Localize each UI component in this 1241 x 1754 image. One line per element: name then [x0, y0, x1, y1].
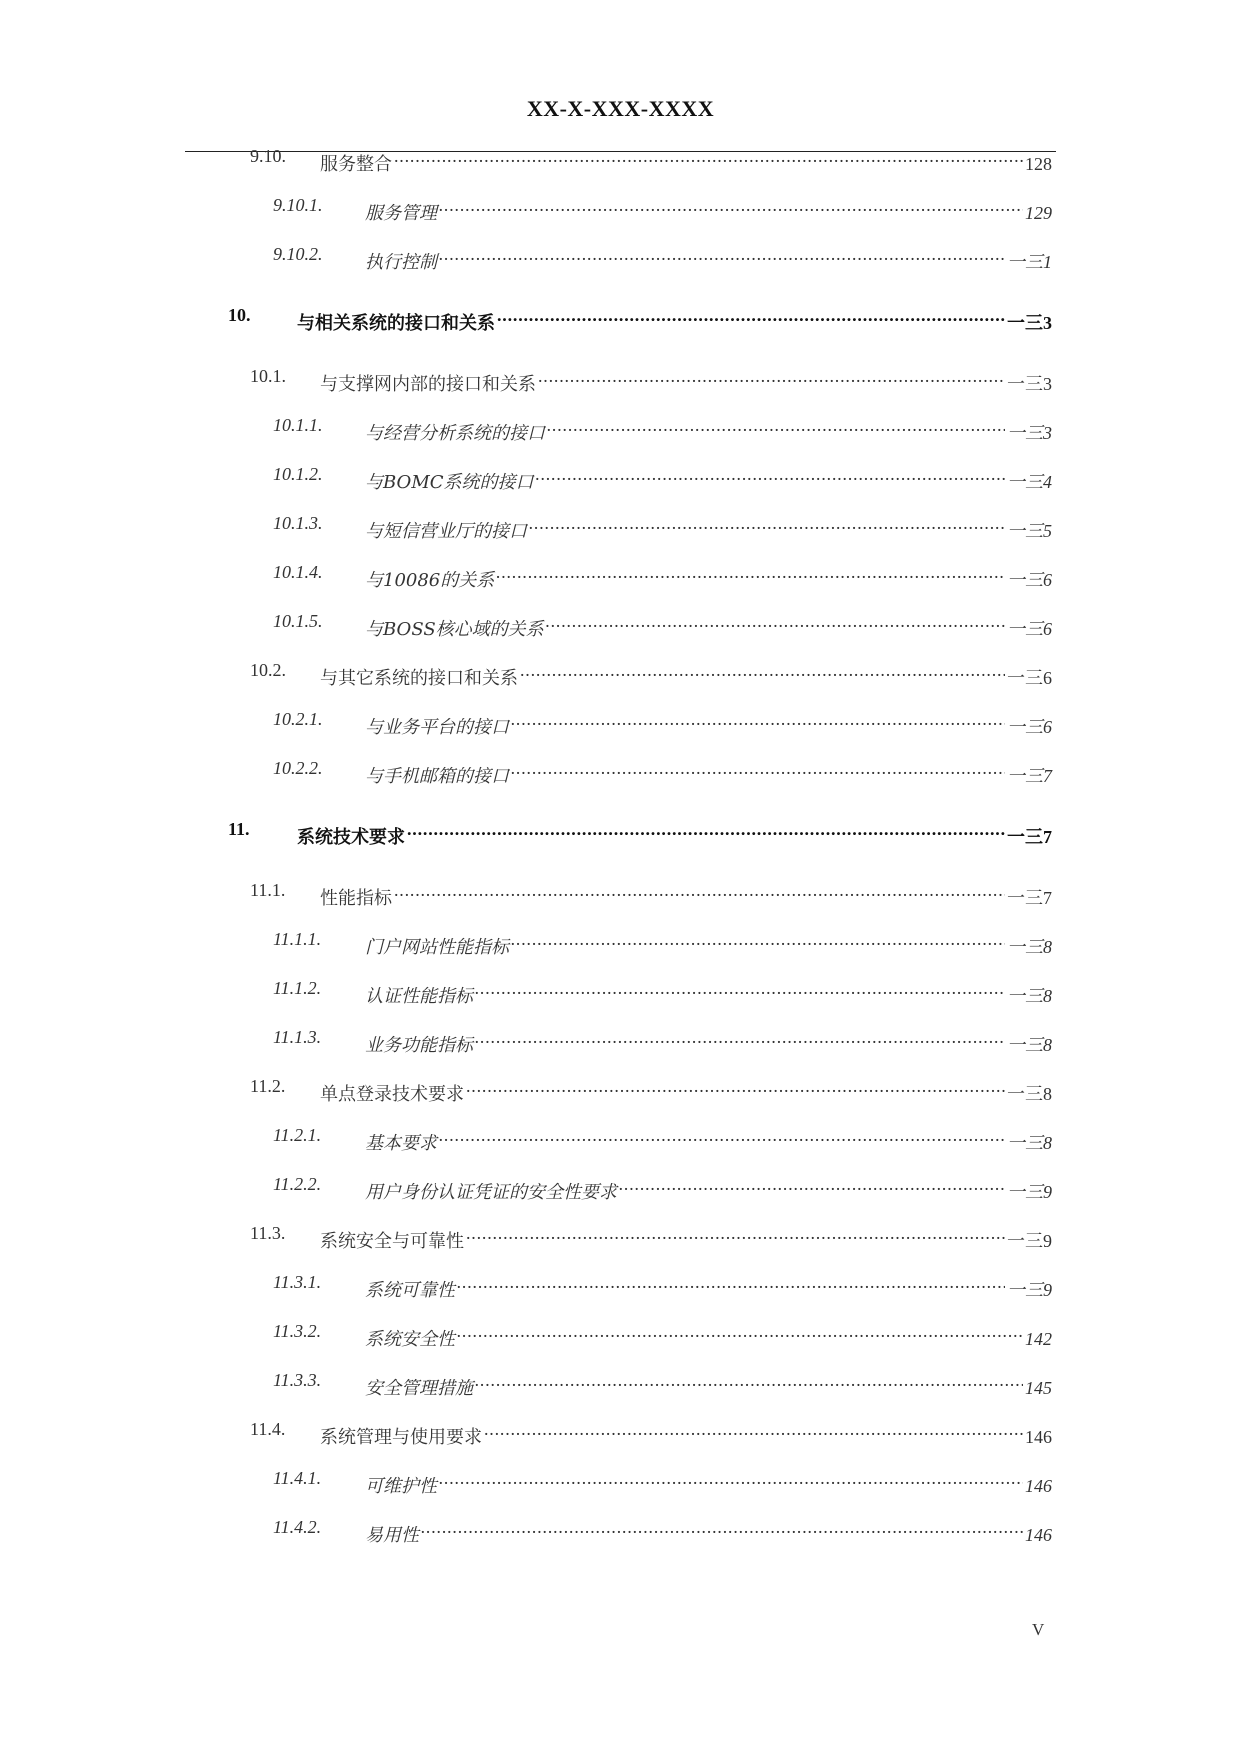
toc-entry-page: 一三1: [1007, 252, 1052, 272]
toc-dot-leader: [484, 1415, 1023, 1443]
toc-entry[interactable]: [250, 142, 1052, 175]
toc-dot-leader: [439, 240, 1005, 268]
toc-entry-page: 一三6: [1007, 570, 1052, 590]
toc-dot-leader: [466, 1072, 1005, 1100]
toc-entry-number: 10.2.1.: [273, 709, 323, 729]
toc-entry[interactable]: [250, 1219, 1052, 1252]
toc-entry-page: 一三5: [1007, 521, 1052, 541]
toc-dot-leader: [511, 754, 1005, 782]
toc-entry-page: 一三3: [1007, 374, 1052, 394]
toc-dot-leader: [497, 301, 1005, 329]
toc-entry-number: 10.1.5.: [273, 611, 323, 631]
toc-entry-title: 与业务平台的接口: [365, 717, 509, 738]
toc-entry-title: 执行控制: [365, 252, 437, 273]
toc-entry-number: 10.1.1.: [273, 415, 323, 435]
toc-entry-title: 与短信营业厅的接口: [365, 521, 527, 542]
toc-entry-number: 10.2.2.: [273, 758, 323, 778]
toc-entry-page: 一三9: [1007, 1280, 1052, 1300]
toc-dot-leader: [536, 460, 1005, 488]
toc-entry-number: 11.: [228, 819, 250, 839]
toc-entry-title: 系统管理与使用要求: [320, 1427, 482, 1448]
toc-entry-number: 11.3.2.: [273, 1321, 322, 1341]
toc-entry-page: 一三3: [1007, 423, 1052, 443]
toc-dot-leader: [466, 1219, 1005, 1247]
toc-entry-number: 11.4.: [250, 1419, 286, 1439]
document-code-header: XX-X-XXX-XXXX: [526, 96, 715, 121]
toc-entry-number: 11.3.: [250, 1223, 286, 1243]
toc-dot-leader: [475, 974, 1005, 1002]
toc-entry-page: 129: [1025, 203, 1052, 223]
toc-entry[interactable]: [273, 1366, 1052, 1399]
toc-entry[interactable]: [273, 1464, 1052, 1497]
toc-entry[interactable]: [273, 754, 1052, 787]
toc-entry-title: 与10086的关系: [365, 570, 495, 591]
toc-entry-page: 一三6: [1007, 668, 1052, 688]
toc-dot-leader: [520, 656, 1005, 684]
toc-entry-page: 一三3: [1007, 313, 1052, 333]
toc-entry-page: 一三8: [1007, 1084, 1052, 1104]
toc-entry-title: 门户网站性能指标: [365, 937, 509, 958]
toc-entry-title: 可维护性: [365, 1476, 437, 1497]
toc-entry-title: 安全管理措施: [365, 1378, 473, 1399]
toc-entry-page: 128: [1025, 154, 1052, 174]
toc-entry[interactable]: [250, 656, 1052, 689]
toc-entry[interactable]: [273, 509, 1052, 542]
toc-entry-page: 142: [1025, 1329, 1052, 1349]
toc-dot-leader: [439, 191, 1023, 219]
toc-dot-leader: [546, 607, 1005, 635]
toc-entry-number: 11.2.1.: [273, 1125, 322, 1145]
toc-dot-leader: [529, 509, 1005, 537]
toc-entry[interactable]: [273, 240, 1052, 273]
toc-entry-title: 与手机邮箱的接口: [365, 766, 509, 787]
toc-dot-leader: [511, 705, 1005, 733]
toc-entry-number: 11.1.1.: [273, 929, 322, 949]
toc-dot-leader: [407, 815, 1005, 843]
toc-dot-leader: [439, 1121, 1005, 1149]
toc-entry[interactable]: [273, 558, 1052, 591]
toc-entry[interactable]: [273, 1023, 1052, 1056]
toc-entry-number: 9.10.2.: [273, 244, 323, 264]
toc-dot-leader: [511, 925, 1005, 953]
toc-entry-page: 146: [1025, 1427, 1052, 1447]
toc-entry-page: 一三4: [1007, 472, 1052, 492]
toc-entry-title: 服务管理: [365, 203, 437, 224]
toc-dot-leader: [547, 411, 1005, 439]
toc-entry[interactable]: [228, 815, 1052, 848]
page-number: V: [1032, 1620, 1045, 1639]
toc-entry-number: 11.2.2.: [273, 1174, 322, 1194]
toc-entry-title: 与BOMC系统的接口: [365, 472, 534, 493]
toc-entry-number: 10.2.: [250, 660, 286, 680]
toc-entry[interactable]: [273, 705, 1052, 738]
toc-entry-number: 9.10.: [250, 146, 286, 166]
toc-entry-title: 与相关系统的接口和关系: [297, 313, 495, 334]
toc-entry[interactable]: [273, 1170, 1052, 1203]
toc-entry[interactable]: [273, 411, 1052, 444]
toc-entry[interactable]: [250, 1072, 1052, 1105]
toc-dot-leader: [619, 1170, 1005, 1198]
toc-entry-number: 10.1.3.: [273, 513, 323, 533]
toc-entry[interactable]: [250, 362, 1052, 395]
toc-entry-number: 11.3.3.: [273, 1370, 322, 1390]
toc-dot-leader: [457, 1268, 1005, 1296]
toc-entry-title: 系统安全性: [365, 1329, 455, 1350]
toc-entry-number: 11.3.1.: [273, 1272, 322, 1292]
toc-entry[interactable]: [250, 876, 1052, 909]
toc-entry[interactable]: [228, 301, 1052, 334]
toc-entry-page: 一三8: [1007, 1035, 1052, 1055]
toc-entry[interactable]: [273, 607, 1052, 640]
toc-entry-page: 146: [1025, 1476, 1052, 1496]
toc-entry-number: 11.4.2.: [273, 1517, 322, 1537]
toc-entry-number: 11.2.: [250, 1076, 286, 1096]
toc-entry-title: 用户身份认证凭证的安全性要求: [365, 1182, 617, 1203]
toc-entry-page: 一三6: [1007, 619, 1052, 639]
toc-dot-leader: [496, 558, 1005, 586]
toc-entry[interactable]: [273, 1317, 1052, 1350]
toc-entry-title: 易用性: [365, 1525, 419, 1546]
toc-entry-page: 一三9: [1007, 1231, 1052, 1251]
toc-entry-title: 与其它系统的接口和关系: [320, 668, 518, 689]
toc-entry-number: 10.1.: [250, 366, 286, 386]
toc-entry-number: 10.1.4.: [273, 562, 323, 582]
toc-dot-leader: [475, 1023, 1005, 1051]
toc-entry-title: 系统可靠性: [365, 1280, 455, 1301]
toc-entry-title: 系统安全与可靠性: [320, 1231, 464, 1252]
toc-entry-number: 10.1.2.: [273, 464, 323, 484]
toc-entry-title: 基本要求: [365, 1133, 437, 1154]
toc-dot-leader: [538, 362, 1005, 390]
toc-entry-title: 系统技术要求: [297, 827, 405, 848]
toc-entry-number: 11.1.3.: [273, 1027, 322, 1047]
toc-entry-page: 一三8: [1007, 937, 1052, 957]
toc-entry[interactable]: [273, 925, 1052, 958]
toc-dot-leader: [457, 1317, 1023, 1345]
toc-entry-page: 一三7: [1007, 827, 1052, 847]
toc-entry-title: 单点登录技术要求: [320, 1084, 464, 1105]
toc-entry-page: 145: [1025, 1378, 1052, 1398]
toc-entry-page: 一三7: [1007, 888, 1052, 908]
toc-entry[interactable]: [273, 1121, 1052, 1154]
toc-entry-page: 146: [1025, 1525, 1052, 1545]
toc-entry-number: 11.1.: [250, 880, 286, 900]
toc-entry-title: 性能指标: [320, 888, 392, 909]
toc-entry[interactable]: [250, 1415, 1052, 1448]
toc-entry-number: 11.1.2.: [273, 978, 322, 998]
toc-entry-page: 一三8: [1007, 1133, 1052, 1153]
toc-dot-leader: [421, 1513, 1023, 1541]
toc-dot-leader: [475, 1366, 1023, 1394]
toc-dot-leader: [439, 1464, 1023, 1492]
toc-entry[interactable]: [273, 460, 1052, 493]
toc-entry-number: 9.10.1.: [273, 195, 323, 215]
toc-entry[interactable]: [273, 974, 1052, 1007]
toc-dot-leader: [394, 876, 1005, 904]
toc-dot-leader: [394, 142, 1023, 170]
toc-entry-title: 认证性能指标: [365, 986, 473, 1007]
toc-entry-number: 11.4.1.: [273, 1468, 322, 1488]
toc-entry-number: 10.: [228, 305, 251, 325]
toc-entry-page: 一三6: [1007, 717, 1052, 737]
toc-entry-page: 一三7: [1007, 766, 1052, 786]
toc-entry-title: 与经营分析系统的接口: [365, 423, 545, 444]
toc-entry-page: 一三8: [1007, 986, 1052, 1006]
toc-entry-title: 服务整合: [320, 154, 392, 175]
toc-entry[interactable]: [273, 1268, 1052, 1301]
toc-entry[interactable]: [273, 1513, 1052, 1546]
toc-entry-page: 一三9: [1007, 1182, 1052, 1202]
toc-entry[interactable]: [273, 191, 1052, 224]
toc-entry-title: 业务功能指标: [365, 1035, 473, 1056]
toc-entry-title: 与BOSS核心域的关系: [365, 619, 544, 640]
toc-entry-title: 与支撑网内部的接口和关系: [320, 374, 536, 395]
